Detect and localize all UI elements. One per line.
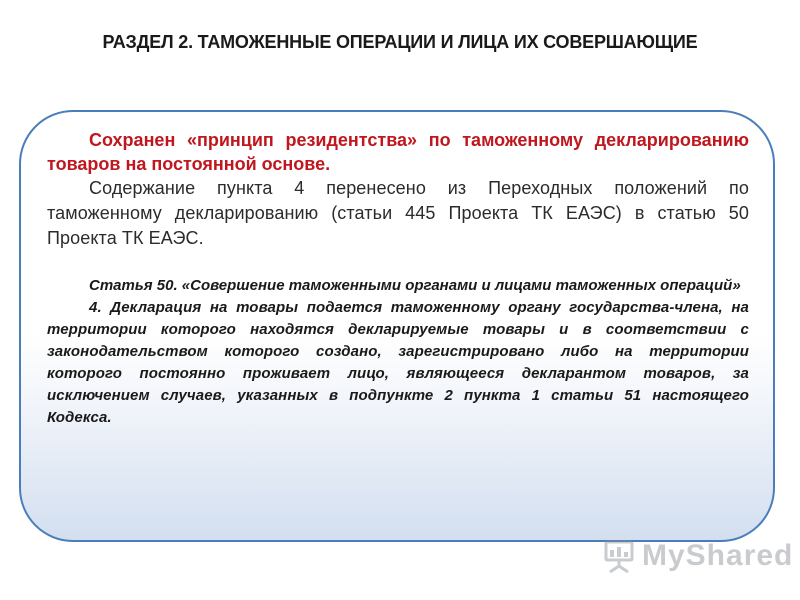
lead-paragraph: Сохранен «принцип резидентства» по таможенному декларированию товаров на постоянной основе. [47,130,749,174]
content-body [47,128,749,429]
watermark-text: MyShared [642,539,794,572]
body-paragraph: Содержание пункта 4 перенесено из Переходных положений по таможенному декларированию (статьи 445 Проекта ТК ЕАЭС) в статью 50 Проекта ТК ЕАЭС. [47,178,749,248]
presentation-board-icon [600,539,638,573]
watermark-logo [600,536,794,576]
article-title: Статья 50. «Совершение таможенными органами и лицами таможенных операций» [89,277,741,294]
page-title: РАЗДЕЛ 2. ТАМОЖЕННЫЕ ОПЕРАЦИИ И ЛИЦА ИХ СОВЕРШАЮЩИЕ [102,32,698,52]
article-body: 4. Декларация на товары подается таможенному органу государства-члена, на территории которого находятся декларируемые товары и в соответствии с законодательством которого создано, зарегистрировано либо на территории которого постоянно проживает лицо, являющееся декларантом товаров, за исключением случаев, указанных в подпункте 2 пункта 1 статьи 51 настоящего Кодекса. [47,299,749,426]
